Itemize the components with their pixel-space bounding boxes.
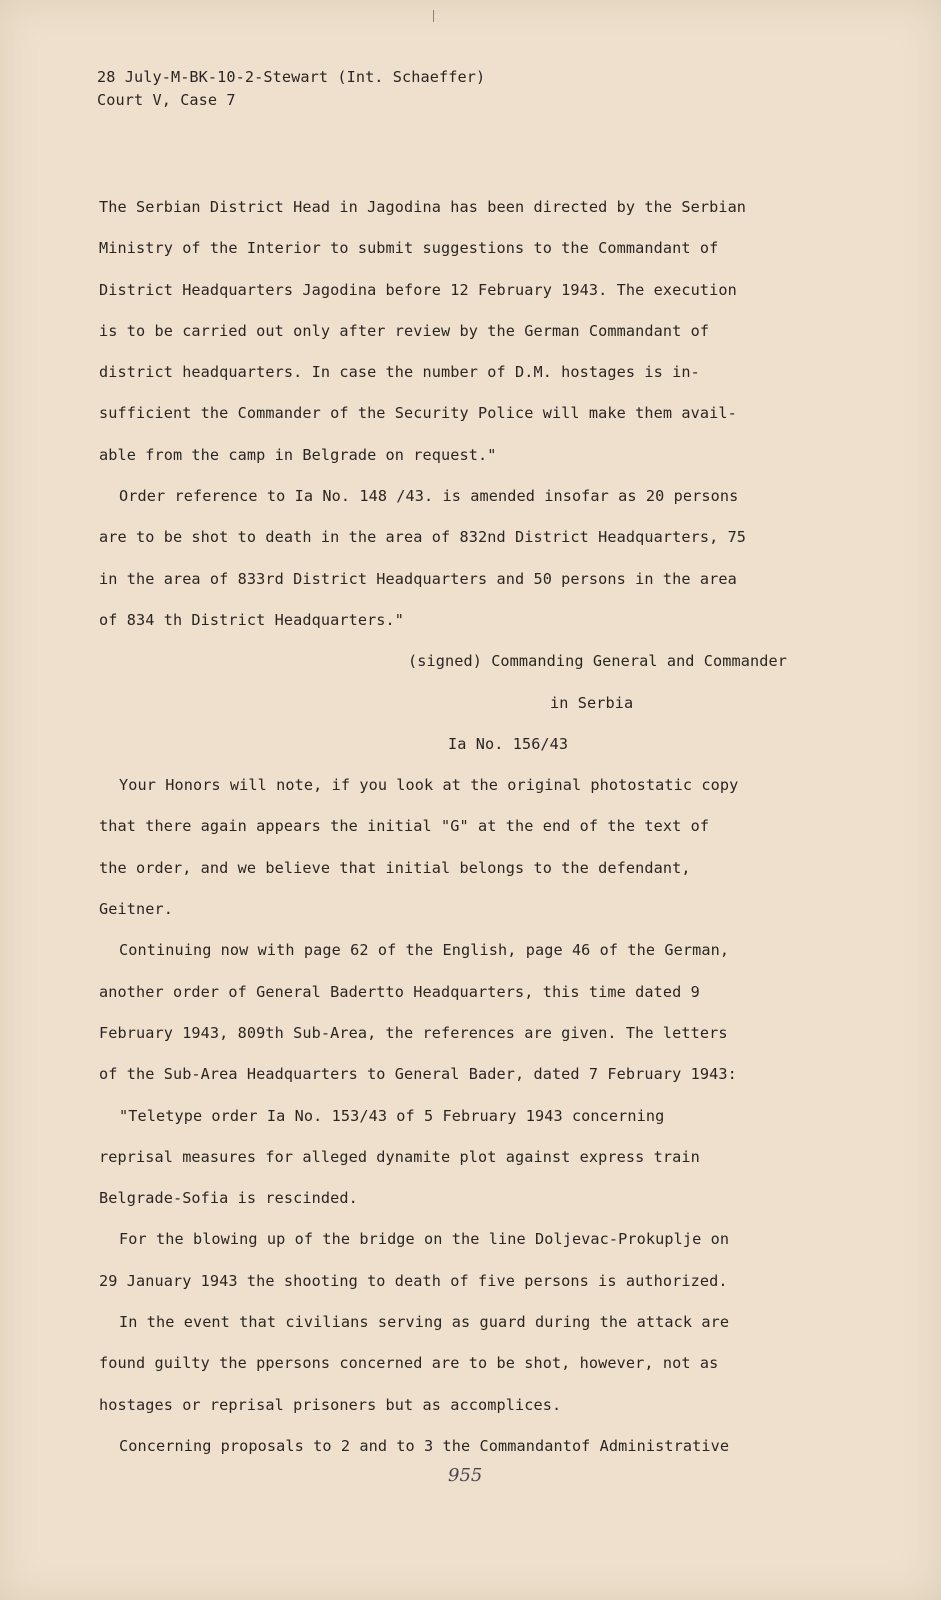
text-line: Ia No. 156/43 (448, 734, 569, 753)
text-line: found guilty the ppersons concerned are to be shot, however, not as (99, 1354, 719, 1373)
text-line: Geitner. (99, 900, 173, 919)
text-line: Continuing now with page 62 of the English, page 46 of the German, (119, 941, 730, 960)
text-line: The Serbian District Head in Jagodina has been directed by the Serbian (99, 198, 747, 216)
text-line: another order of General Badertto Headquarters, this time dated 9 (99, 982, 700, 1001)
text-line: (signed) Commanding General and Commander (408, 652, 787, 671)
text-line: sufficient the Commander of the Security Police will make them avail- (99, 404, 737, 423)
text-line: are to be shot to death in the area of 832nd District Headquarters, 75 (99, 528, 747, 547)
text-line: Your Honors will note, if you look at the original photostatic copy (119, 776, 739, 795)
text-line: Concerning proposals to 2 and to 3 the Commandantof Administrative (119, 1436, 730, 1455)
text-line: that there again appears the initial "G" at the end of the text of (99, 817, 710, 836)
transcript-body (99, 187, 787, 1467)
text-line: "Teletype order Ia No. 153/43 of 5 February 1943 concerning (119, 1106, 665, 1125)
text-line: reprisal measures for alleged dynamite plot against express train (99, 1147, 700, 1166)
text-line: district headquarters. In case the number of D.M. hostages is in- (99, 363, 700, 382)
text-line: the order, and we believe that initial belongs to the defendant, (99, 858, 691, 877)
header-reference: 28 July-M-BK-10-2-Stewart (Int. Schaeffer) (97, 68, 486, 86)
header-court: Court V, Case 7 (97, 91, 236, 109)
document-header (97, 66, 485, 112)
text-line: District Headquarters Jagodina before 12 February 1943. The execution (99, 280, 737, 299)
text-line: is to be carried out only after review by the German Commandant of (99, 321, 710, 340)
page-number: 955 (448, 1465, 483, 1486)
text-line: In the event that civilians serving as guard during the attack are (119, 1313, 730, 1332)
text-line: of 834 th District Headquarters." (99, 610, 405, 629)
text-line: of the Sub-Area Headquarters to General Bader, dated 7 February 1943: (99, 1065, 737, 1084)
text-line: able from the camp in Belgrade on request." (99, 445, 497, 464)
text-line: in the area of 833rd District Headquarters and 50 persons in the area (99, 569, 737, 588)
text-line: hostages or reprisal prisoners but as accomplices. (99, 1395, 562, 1414)
text-line: For the blowing up of the bridge on the line Doljevac-Prokuplje on (119, 1230, 730, 1249)
text-line: Order reference to Ia No. 148 /43. is amended insofar as 20 persons (119, 487, 739, 506)
text-line: February 1943, 809th Sub-Area, the references are given. The letters (99, 1023, 728, 1042)
text-line: 29 January 1943 the shooting to death of five persons is authorized. (99, 1271, 728, 1290)
text-line: Belgrade-Sofia is rescinded. (99, 1189, 358, 1208)
margin-mark (433, 10, 434, 22)
text-line: in Serbia (550, 693, 634, 712)
text-line: Ministry of the Interior to submit suggestions to the Commandant of (99, 239, 719, 258)
